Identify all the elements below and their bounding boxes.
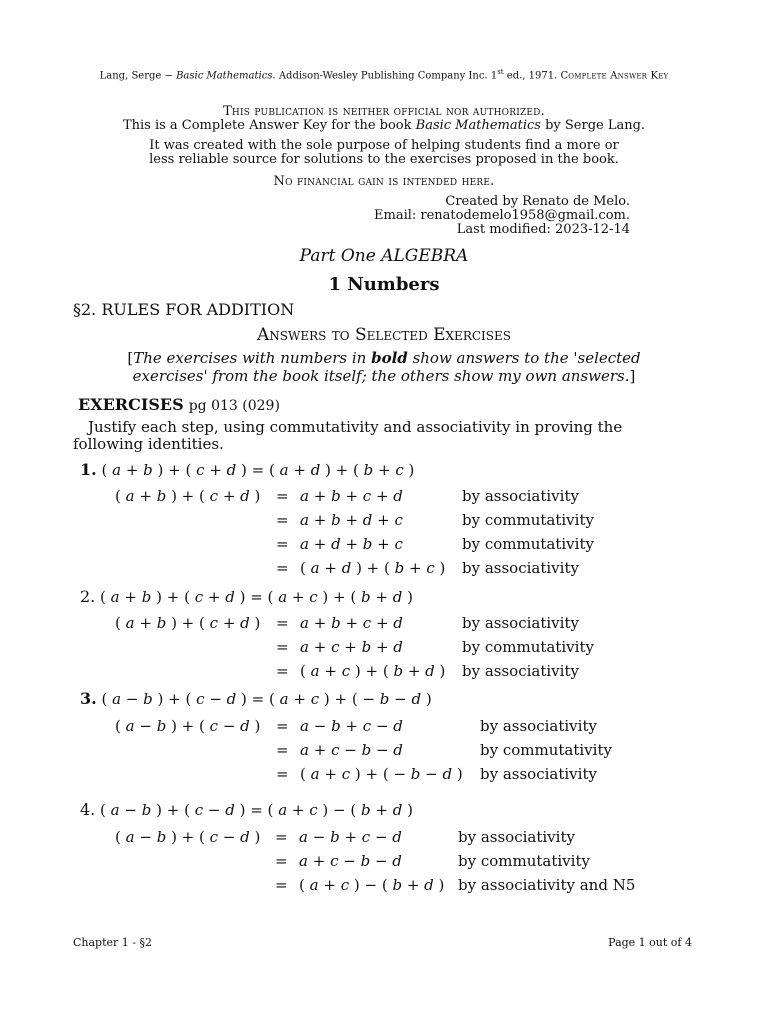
step-reason: by commutativity — [462, 511, 594, 529]
step-equals: = — [275, 828, 288, 846]
step-reason: by associativity — [462, 487, 579, 505]
note-text-b: show answers to the 'selected — [407, 349, 641, 367]
step-reason: by associativity — [458, 828, 575, 846]
step-rhs: a + c + b + d — [300, 638, 403, 656]
purpose-line-1: It was created with the sole purpose of helping students find a more or — [149, 138, 619, 153]
step-equals: = — [276, 717, 289, 735]
step-equals: = — [276, 638, 289, 656]
step-rhs: a + b + c + d — [300, 614, 403, 632]
note-line-2 — [0, 368, 768, 385]
step-equals: = — [276, 614, 289, 632]
disclaimer: This publication is neither official nor authorized. — [223, 104, 545, 119]
step-rhs: a + c − b − d — [299, 852, 402, 870]
step-equals: = — [276, 559, 289, 577]
step-equals: = — [276, 487, 289, 505]
header-author: Lang, Serge − — [99, 70, 173, 82]
step-equals: = — [275, 852, 288, 870]
step-equals: = — [276, 741, 289, 759]
instruction-line-1: Justify each step, using commutativity and associativity in proving the — [88, 418, 623, 436]
header-edition-sup: st — [497, 68, 504, 76]
step-equals: = — [276, 765, 289, 783]
step-reason: by associativity and N5 — [458, 876, 636, 894]
step-rhs: a − b + c − d — [299, 828, 402, 846]
problem-statement — [80, 460, 414, 479]
credits-email: Email: renatodemelo1958@gmail.com. — [374, 208, 630, 223]
problem-number: 4. — [80, 800, 96, 819]
financial-note: No financial gain is intended here. — [273, 174, 495, 189]
step-lhs: ( a − b ) + ( c − d ) — [115, 717, 261, 735]
answers-title: Answers to Selected Exercises — [257, 325, 511, 345]
step-equals: = — [276, 662, 289, 680]
problem-identity: ( a + b ) + ( c + d ) = ( a + d ) + ( b + c ) — [101, 461, 415, 479]
header-edition: ed., 1971. — [503, 70, 558, 82]
problem-identity: ( a − b ) + ( c − d ) = ( a + c ) + ( − b − d ) — [101, 690, 432, 708]
problem-number: 2. — [80, 587, 96, 606]
step-reason: by associativity — [462, 662, 579, 680]
intro-text-a: This is a Complete Answer Key for the book — [122, 118, 416, 133]
step-rhs: a + b + c + d — [300, 487, 403, 505]
note-close-bracket: ] — [629, 367, 636, 385]
note-line-1 — [0, 350, 768, 367]
intro-book-title: Basic Mathematics — [415, 118, 541, 133]
instruction-line-2: following identities. — [73, 435, 224, 453]
step-rhs: ( a + c ) − ( b + d ) — [299, 876, 445, 894]
step-reason: by associativity — [462, 559, 579, 577]
step-reason: by associativity — [480, 717, 597, 735]
problem-number: 1. — [80, 460, 97, 479]
credits-modified: Last modified: 2023-12-14 — [456, 222, 630, 237]
step-rhs: a + c − b − d — [300, 741, 403, 759]
header-key: Complete Answer Key — [560, 70, 669, 82]
section-title: §2. RULES FOR ADDITION — [73, 300, 295, 319]
footer-page: Page 1 out of 4 — [608, 936, 692, 949]
step-equals: = — [276, 535, 289, 553]
footer-chapter: Chapter 1 - §2 — [73, 936, 152, 949]
note-bold-word: bold — [371, 349, 408, 367]
problem-statement — [80, 800, 413, 819]
step-rhs: a + b + d + c — [300, 511, 403, 529]
exercises-heading — [78, 395, 280, 414]
problem-number: 3. — [80, 689, 97, 708]
step-reason: by associativity — [480, 765, 597, 783]
step-lhs: ( a − b ) + ( c − d ) — [115, 828, 261, 846]
problem-statement — [80, 587, 413, 606]
step-reason: by commutativity — [462, 535, 594, 553]
step-equals: = — [275, 876, 288, 894]
purpose-line-2: less reliable source for solutions to the exercises proposed in the book. — [149, 152, 619, 167]
exercises-page: pg 013 (029) — [188, 398, 280, 414]
step-lhs: ( a + b ) + ( c + d ) — [115, 614, 261, 632]
step-rhs: ( a + c ) + ( b + d ) — [300, 662, 446, 680]
step-equals: = — [276, 511, 289, 529]
step-rhs: ( a + d ) + ( b + c ) — [300, 559, 446, 577]
problem-identity: ( a + b ) + ( c + d ) = ( a + c ) + ( b + d ) — [100, 588, 413, 606]
note-open-bracket: [ — [127, 349, 134, 367]
exercises-label: EXERCISES — [78, 395, 184, 414]
note-text-a: The exercises with numbers in — [133, 349, 372, 367]
intro-text-c: by Serge Lang. — [540, 118, 646, 133]
problem-identity: ( a − b ) + ( c − d ) = ( a + c ) − ( b + d ) — [100, 801, 413, 819]
chapter-title: 1 Numbers — [328, 274, 440, 295]
step-reason: by associativity — [462, 614, 579, 632]
note-text-c: exercises' from the book itself; the others show my own answers. — [132, 367, 630, 385]
problem-statement — [80, 689, 432, 708]
step-lhs: ( a + b ) + ( c + d ) — [115, 487, 261, 505]
header-book: Basic Mathematics. — [176, 70, 276, 82]
intro-line — [0, 118, 768, 133]
header-publisher: Addison-Wesley Publishing Company Inc. 1 — [278, 70, 498, 82]
step-reason: by commutativity — [458, 852, 590, 870]
running-header — [0, 68, 768, 81]
part-title: Part One ALGEBRA — [299, 246, 469, 266]
step-rhs: a + d + b + c — [300, 535, 403, 553]
step-reason: by commutativity — [480, 741, 612, 759]
step-rhs: a − b + c − d — [300, 717, 403, 735]
step-rhs: ( a + c ) + ( − b − d ) — [300, 765, 463, 783]
credits-created: Created by Renato de Melo. — [445, 194, 630, 209]
step-reason: by commutativity — [462, 638, 594, 656]
